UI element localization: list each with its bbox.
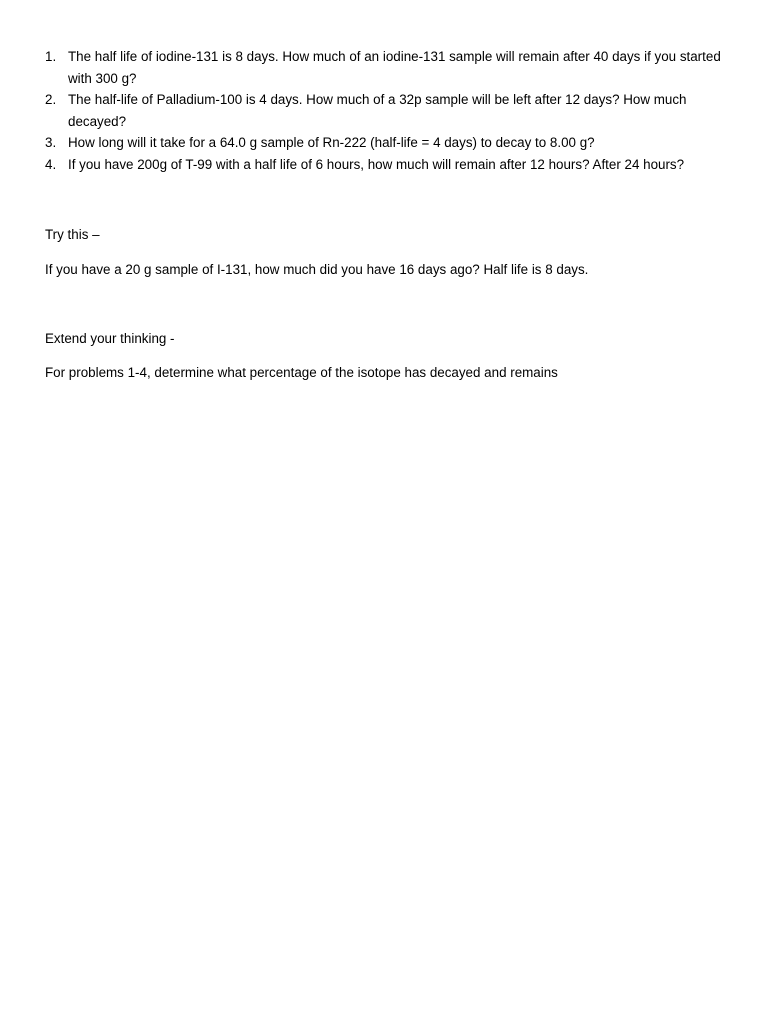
try-this-heading: Try this –: [45, 227, 100, 242]
problem-number: 3.: [45, 135, 57, 150]
problem-text: The half life of iodine-131 is 8 days. How much of an iodine-131 sample will remain after 40 days if you started with 300 g?: [68, 49, 721, 86]
problem-number: 1.: [45, 49, 57, 64]
problem-number: 4.: [45, 156, 57, 172]
problem-text: If you have 200g of T-99 with a half life of 6 hours, how much will remain after 12 hours? After 24 hours?: [68, 156, 685, 172]
try-this-question: If you have a 20 g sample of I-131, how much did you have 16 days ago? Half life is 8 days.: [45, 262, 589, 277]
extend-thinking-heading: Extend your thinking -: [45, 331, 175, 346]
problem-item-2: [45, 89, 725, 132]
problem-item-1: [45, 46, 725, 89]
problem-list: [45, 46, 725, 175]
extend-thinking-question: For problems 1-4, determine what percentage of the isotope has decayed and remains: [45, 365, 558, 380]
problem-item-4: [45, 154, 725, 176]
problem-item-3: [45, 132, 725, 154]
problem-text: How long will it take for a 64.0 g sample of Rn-222 (half-life = 4 days) to decay to 8.00 g?: [68, 135, 595, 150]
problem-text: The half-life of Palladium-100 is 4 days. How much of a 32p sample will be left after 12 days? How much decayed?: [68, 92, 687, 129]
problem-number: 2.: [45, 92, 57, 107]
